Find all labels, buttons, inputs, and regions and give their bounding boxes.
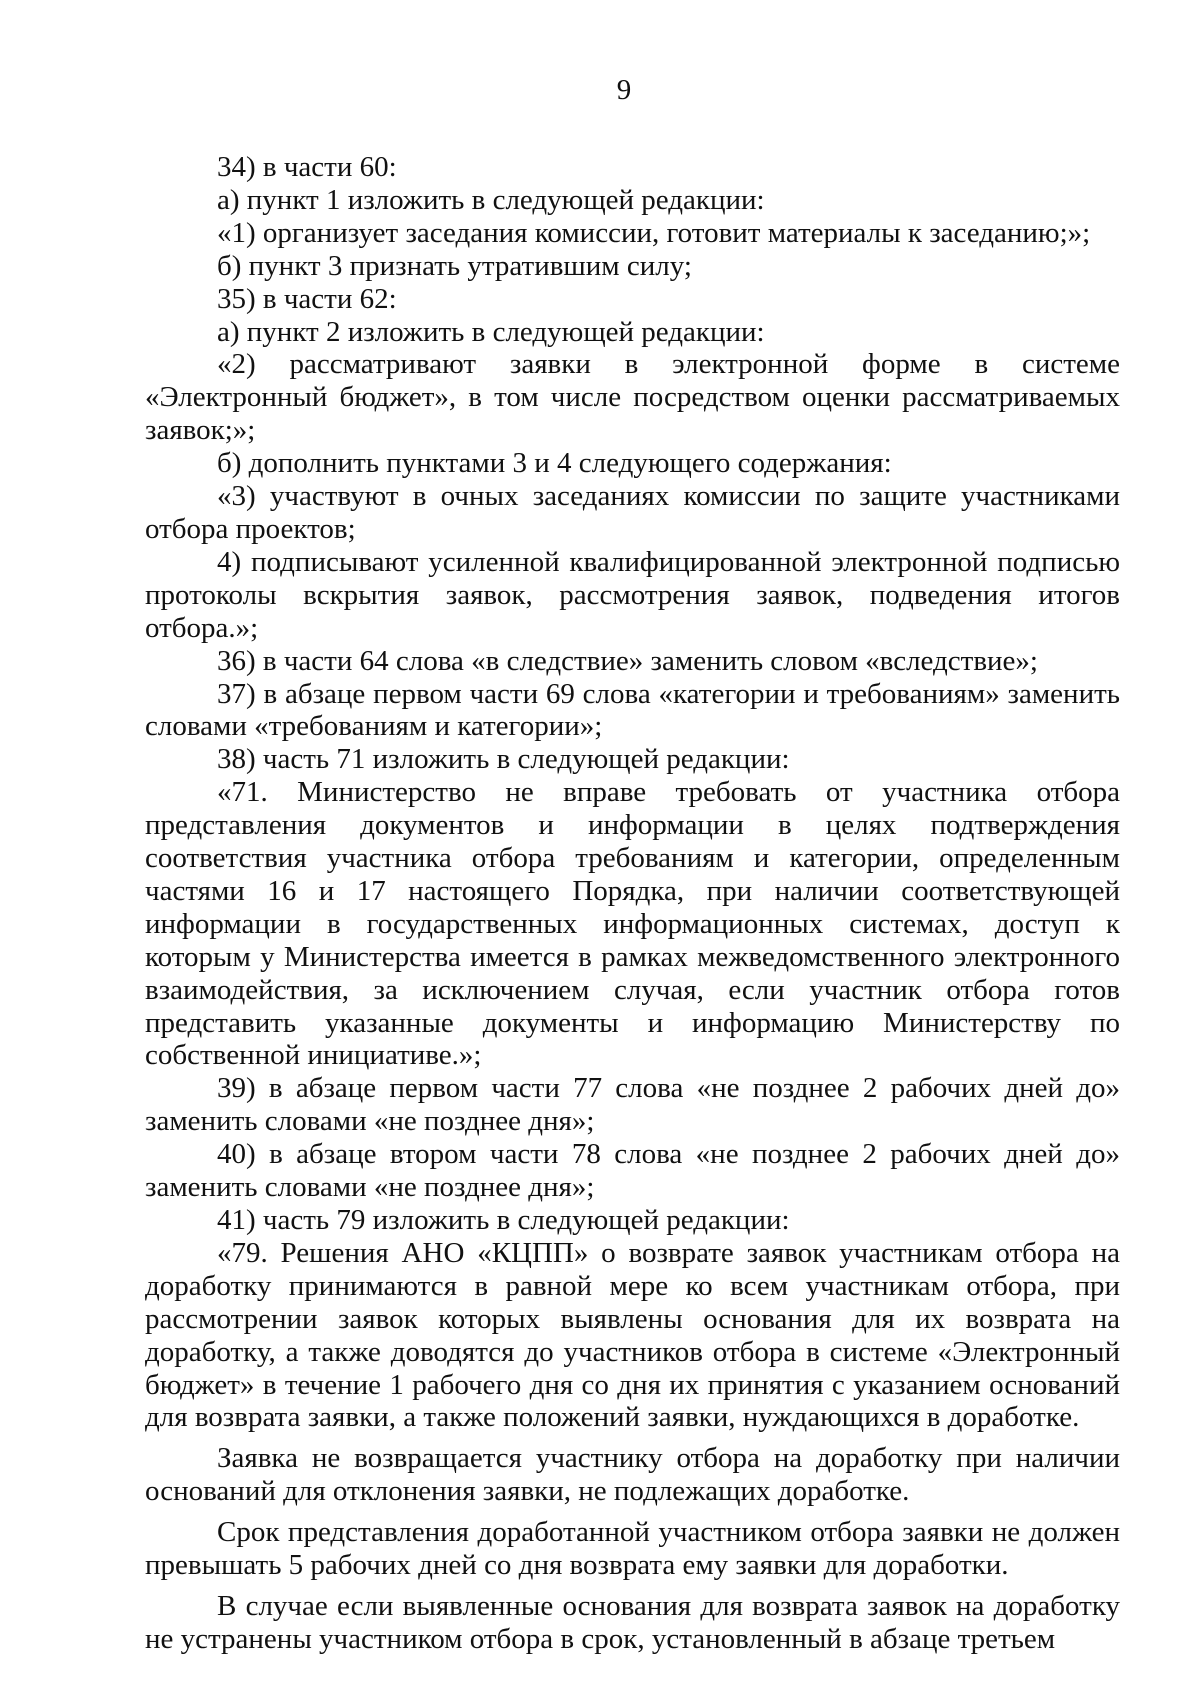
paragraph-38-text: «71. Министерство не вправе требовать от участника отбора представления документов и информации в целях подтверждения соответствия участника отбора требованиям и категории, определенным частями 16 и 17 настоящего Порядка, при наличии соответствующей информации в государственных информационных системах, доступ к которым у Министерства имеется в рамках межведомственного электронного взаимодействия, за исключением случая, если участник отбора готов представить указанные документы и информацию Министерству по собственной инициативе.»; — [145, 776, 1120, 1072]
paragraph-35b-item4: 4) подписывают усиленной квалифицированной электронной подписью протоколы вскрытия заявок, рассмотрения заявок, подведения итогов отбора.»; — [145, 545, 1120, 644]
paragraph-35b-item3: «3) участвуют в очных заседаниях комиссии по защите участниками отбора проектов; — [145, 480, 1120, 545]
paragraph-35: 35) в части 62: — [217, 282, 397, 315]
paragraph-34a-text: «1) организует заседания комиссии, готовит материалы к заседанию;»; — [217, 216, 1091, 249]
paragraph-40: 40) в абзаце втором части 78 слова «не позднее 2 рабочих дней до» заменить словами «не позднее дня»; — [145, 1138, 1120, 1204]
paragraph-35b: б) дополнить пунктами 3 и 4 следующего содержания: — [217, 447, 892, 480]
paragraph-41: 41) часть 79 изложить в следующей редакции: — [217, 1204, 790, 1236]
paragraph-36: 36) в части 64 слова «в следствие» заменить словом «вследствие»; — [217, 644, 1038, 677]
paragraph-41-text-4: В случае если выявленные основания для возврата заявок на доработку не устранены участником отбора в срок, установленный в абзаце третьем — [145, 1589, 1120, 1655]
paragraph-41-text-3: Срок представления доработанной участником отбора заявки не должен превышать 5 рабочих дней со дня возврата ему заявки для доработки. — [145, 1516, 1120, 1582]
paragraph-41-text-2: Заявка не возвращается участнику отбора на доработку при наличии оснований для отклонения заявки, не подлежащих доработке. — [145, 1442, 1120, 1508]
paragraph-41-text: «79. Решения АНО «КЦПП» о возврате заявок участникам отбора на доработку принимаются в равной мере ко всем участникам отбора, при рассмотрении заявок которых выявлены основания для их возврата на доработку, а также доводятся до участников отбора в системе «Электронный бюджет» в течение 1 рабочего дня со дня их принятия с указанием оснований для возврата заявки, а также положений заявки, нуждающихся в доработке. — [145, 1236, 1120, 1434]
paragraph-37: 37) в абзаце первом части 69 слова «категории и требованиям» заменить словами «требованиям и категории»; — [145, 677, 1120, 743]
page-number: 9 — [616, 74, 632, 106]
paragraph-35a: а) пункт 2 изложить в следующей редакции: — [217, 315, 765, 348]
paragraph-35a-text: «2) рассматривают заявки в электронной форме в системе «Электронный бюджет», в том числе посредством оценки рассматриваемых заявок;»; — [145, 348, 1120, 447]
paragraph-39: 39) в абзаце первом части 77 слова «не позднее 2 рабочих дней до» заменить словами «не позднее дня»; — [145, 1072, 1120, 1138]
document-body — [145, 151, 1120, 1656]
paragraph-34b: б) пункт 3 признать утратившим силу; — [217, 249, 692, 282]
paragraph-34a: а) пункт 1 изложить в следующей редакции: — [217, 183, 765, 216]
paragraph-34: 34) в части 60: — [217, 151, 397, 183]
paragraph-38: 38) часть 71 изложить в следующей редакции: — [217, 743, 790, 776]
